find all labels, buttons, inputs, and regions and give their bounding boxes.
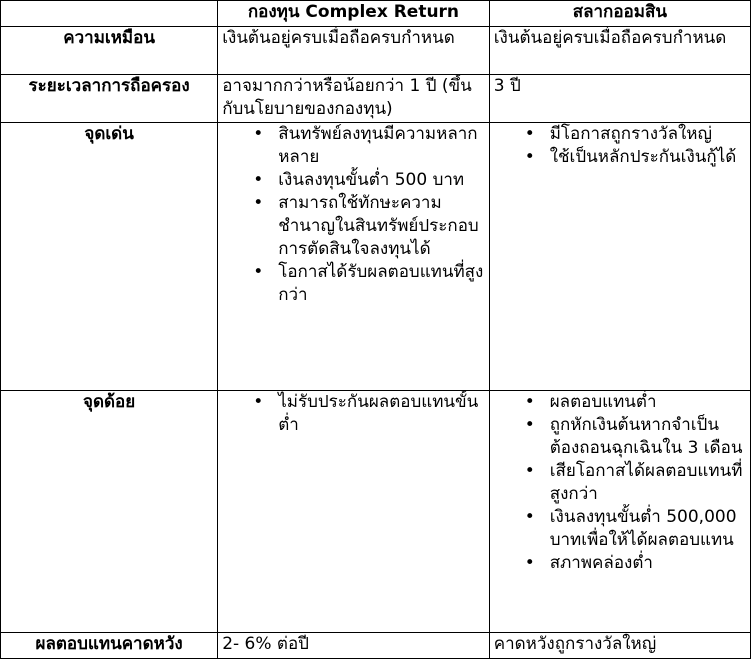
header-gsb-lottery: สลากออมสิน xyxy=(489,1,750,27)
list-item: • สามารถใช้ทักษะความชำนาญในสินทรัพย์ประกอบการตัดสินใจลงทุนได้ xyxy=(278,192,485,261)
list-item: • โอกาสได้รับผลตอบแทนที่สูงกว่า xyxy=(278,261,485,307)
list-item: • เสียโอกาสได้ผลตอบแทนที่สูงกว่า xyxy=(550,460,746,506)
cell-return-gsb: คาดหวังถูกรางวัลใหญ่ xyxy=(489,633,750,659)
cell-holding-complex: อาจมากกว่าหรือน้อยกว่า 1 ปี (ขึ้นกับนโยบายของกองทุน) xyxy=(218,75,490,123)
list-item: • ผลตอบแทนต่ำ xyxy=(550,391,746,414)
weaknesses-complex-list xyxy=(222,391,485,437)
table-row xyxy=(1,633,751,659)
cell-similarity-complex: เงินต้นอยู่ครบเมื่อถือครบกำหนด xyxy=(218,27,490,75)
table-row xyxy=(1,75,751,123)
cell-holding-gsb: 3 ปี xyxy=(489,75,750,123)
cell-weaknesses-complex xyxy=(218,391,490,633)
cell-strengths-complex xyxy=(218,123,490,391)
row-label-similarity: ความเหมือน xyxy=(1,27,218,75)
strengths-gsb-list xyxy=(494,123,746,169)
list-item: • ใช้เป็นหลักประกันเงินกู้ได้ xyxy=(550,146,746,169)
table-row xyxy=(1,391,751,633)
table-row xyxy=(1,123,751,391)
list-item: • เงินลงทุนขั้นต่ำ 500,000 บาทเพื่อให้ได้ผลตอบแทน xyxy=(550,506,746,552)
cell-return-complex: 2- 6% ต่อปี xyxy=(218,633,490,659)
header-corner xyxy=(1,1,218,27)
row-label-weaknesses: จุดด้อย xyxy=(1,391,218,633)
strengths-complex-list xyxy=(222,123,485,307)
weaknesses-gsb-list xyxy=(494,391,746,575)
table-row xyxy=(1,27,751,75)
list-item: • เงินลงทุนขั้นต่ำ 500 บาท xyxy=(278,169,485,192)
row-label-holding-period: ระยะเวลาการถือครอง xyxy=(1,75,218,123)
header-complex-return: กองทุน Complex Return xyxy=(218,1,490,27)
cell-strengths-gsb xyxy=(489,123,750,391)
row-label-strengths: จุดเด่น xyxy=(1,123,218,391)
cell-weaknesses-gsb xyxy=(489,391,750,633)
list-item: • สินทรัพย์ลงทุนมีความหลากหลาย xyxy=(278,123,485,169)
list-item: • มีโอกาสถูกรางวัลใหญ่ xyxy=(550,123,746,146)
list-item: • ถูกหักเงินต้นหากจำเป็นต้องถอนฉุกเฉินใน 3 เดือน xyxy=(550,414,746,460)
cell-similarity-gsb: เงินต้นอยู่ครบเมื่อถือครบกำหนด xyxy=(489,27,750,75)
row-label-expected-return: ผลตอบแทนคาดหวัง xyxy=(1,633,218,659)
header-row xyxy=(1,1,751,27)
list-item: • ไม่รับประกันผลตอบแทนขั้นต่ำ xyxy=(278,391,485,437)
list-item: • สภาพคล่องต่ำ xyxy=(550,552,746,575)
